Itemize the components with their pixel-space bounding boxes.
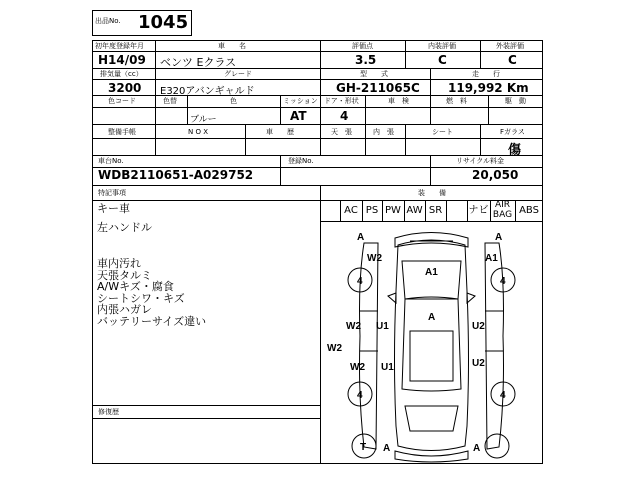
mark-u2-rear-right: U2 (472, 358, 485, 369)
chassis-label: 車台No. (98, 157, 124, 165)
interior-label: 内装評価 (428, 42, 456, 50)
mark-spare-t: T (360, 442, 367, 453)
inspection-label: 車 検 (388, 97, 409, 105)
score-label: 評価点 (352, 42, 373, 50)
mark-tire-rear-left: 4 (357, 390, 363, 401)
lot-number: 1045 (138, 12, 189, 33)
remarks-line-key: キー車 (97, 202, 130, 215)
mark-tire-rear-right: 4 (500, 390, 506, 401)
first-reg-label: 初年度登録年月 (95, 42, 144, 50)
color-value: ブルー (190, 115, 217, 125)
displacement-value: 3200 (108, 81, 142, 95)
fuel-label: 燃 料 (446, 97, 467, 105)
grade-value: E320アバンギャルド (160, 86, 255, 97)
transmission-label: ミッション (283, 97, 318, 105)
ceiling-label: 天 張 (331, 128, 352, 136)
model-value: GH-211065C (336, 81, 420, 95)
car-name-label: 車 名 (218, 42, 246, 50)
mark-tire-front-right: 4 (500, 276, 506, 287)
equip-airbag: AIR BAG (492, 200, 513, 220)
reg-no-label: 登録No. (288, 157, 314, 165)
chassis-value: WDB2110651-A029752 (98, 168, 254, 182)
equip-sr: SR (428, 205, 443, 216)
mark-a-front-right: A (495, 232, 503, 243)
glass-label: Fガラス (500, 128, 525, 136)
glass-value: 傷 (508, 143, 522, 158)
equip-ac: AC (344, 205, 358, 216)
history-label: 車 歴 (266, 128, 294, 136)
repair-label: 修復歴 (98, 408, 119, 416)
mileage-label: 走 行 (472, 70, 500, 78)
remarks-notes: 車内汚れ 天張タルミ A/Wキズ・腐食 シートシワ・キズ 内張ハガレ バッテリーサイズ違い (97, 257, 207, 328)
nox-label: N O X (188, 128, 208, 136)
equip-pw: PW (385, 205, 401, 216)
mark-u1-left-door: U1 (376, 321, 389, 332)
left-side-outline (360, 243, 379, 449)
mark-w2-left-door: W2 (346, 321, 361, 332)
car-name-value: ベンツ Eクラス (160, 56, 237, 69)
mark-a1-front-right: A1 (485, 253, 498, 264)
equip-navi: ナビ (468, 205, 489, 216)
color-code-label: 色コード (108, 97, 136, 105)
maintenance-label: 整備手帳 (108, 128, 136, 136)
mark-a-rear-right: A (473, 443, 481, 454)
mark-u1-rear-left: U1 (381, 362, 394, 373)
mark-tire-front-left: 4 (357, 276, 363, 287)
remarks-label: 特記事項 (98, 189, 126, 197)
first-reg-value: H14/09 (98, 53, 146, 67)
model-label: 型 式 (360, 70, 388, 78)
recycle-label: リサイクル料金 (456, 157, 505, 165)
grade-label: グレード (224, 70, 252, 78)
mark-a1-hood: A1 (425, 267, 438, 278)
mark-u2-right-door: U2 (472, 321, 485, 332)
car-damage-diagram (320, 221, 543, 464)
seat-label: シート (432, 128, 453, 136)
remarks-line-lhd: 左ハンドル (97, 221, 152, 234)
interior-trim-label: 内 張 (373, 128, 394, 136)
lot-label: 出品No. (95, 17, 121, 25)
doors-value: 4 (340, 109, 349, 123)
color-change-label: 色替 (163, 97, 177, 105)
right-side-outline (485, 243, 504, 449)
exterior-value: C (508, 53, 517, 67)
drive-label: 駆 動 (505, 97, 526, 105)
score-value: 3.5 (355, 53, 377, 67)
transmission-value: AT (290, 109, 307, 123)
equipment-label: 装 備 (418, 189, 446, 197)
mark-a-roof: A (428, 312, 436, 323)
mark-w2-left-side: W2 (327, 343, 342, 354)
equip-aw: AW (406, 205, 423, 216)
mark-a-front-left: A (357, 232, 365, 243)
equip-abs: ABS (519, 205, 539, 216)
recycle-value: 20,050 (472, 168, 519, 182)
mark-w2-rear-left: W2 (350, 362, 365, 373)
mark-a-rear-left: A (383, 443, 391, 454)
color-label: 色 (230, 97, 237, 105)
exterior-label: 外装評価 (496, 42, 524, 50)
displacement-label: 排気量（cc） (100, 70, 143, 78)
interior-value: C (438, 53, 447, 67)
mileage-value: 119,992 Km (448, 81, 529, 95)
equip-ps: PS (365, 205, 379, 216)
doors-label: ドア・形状 (324, 97, 359, 105)
mark-w2-front: W2 (367, 253, 382, 264)
